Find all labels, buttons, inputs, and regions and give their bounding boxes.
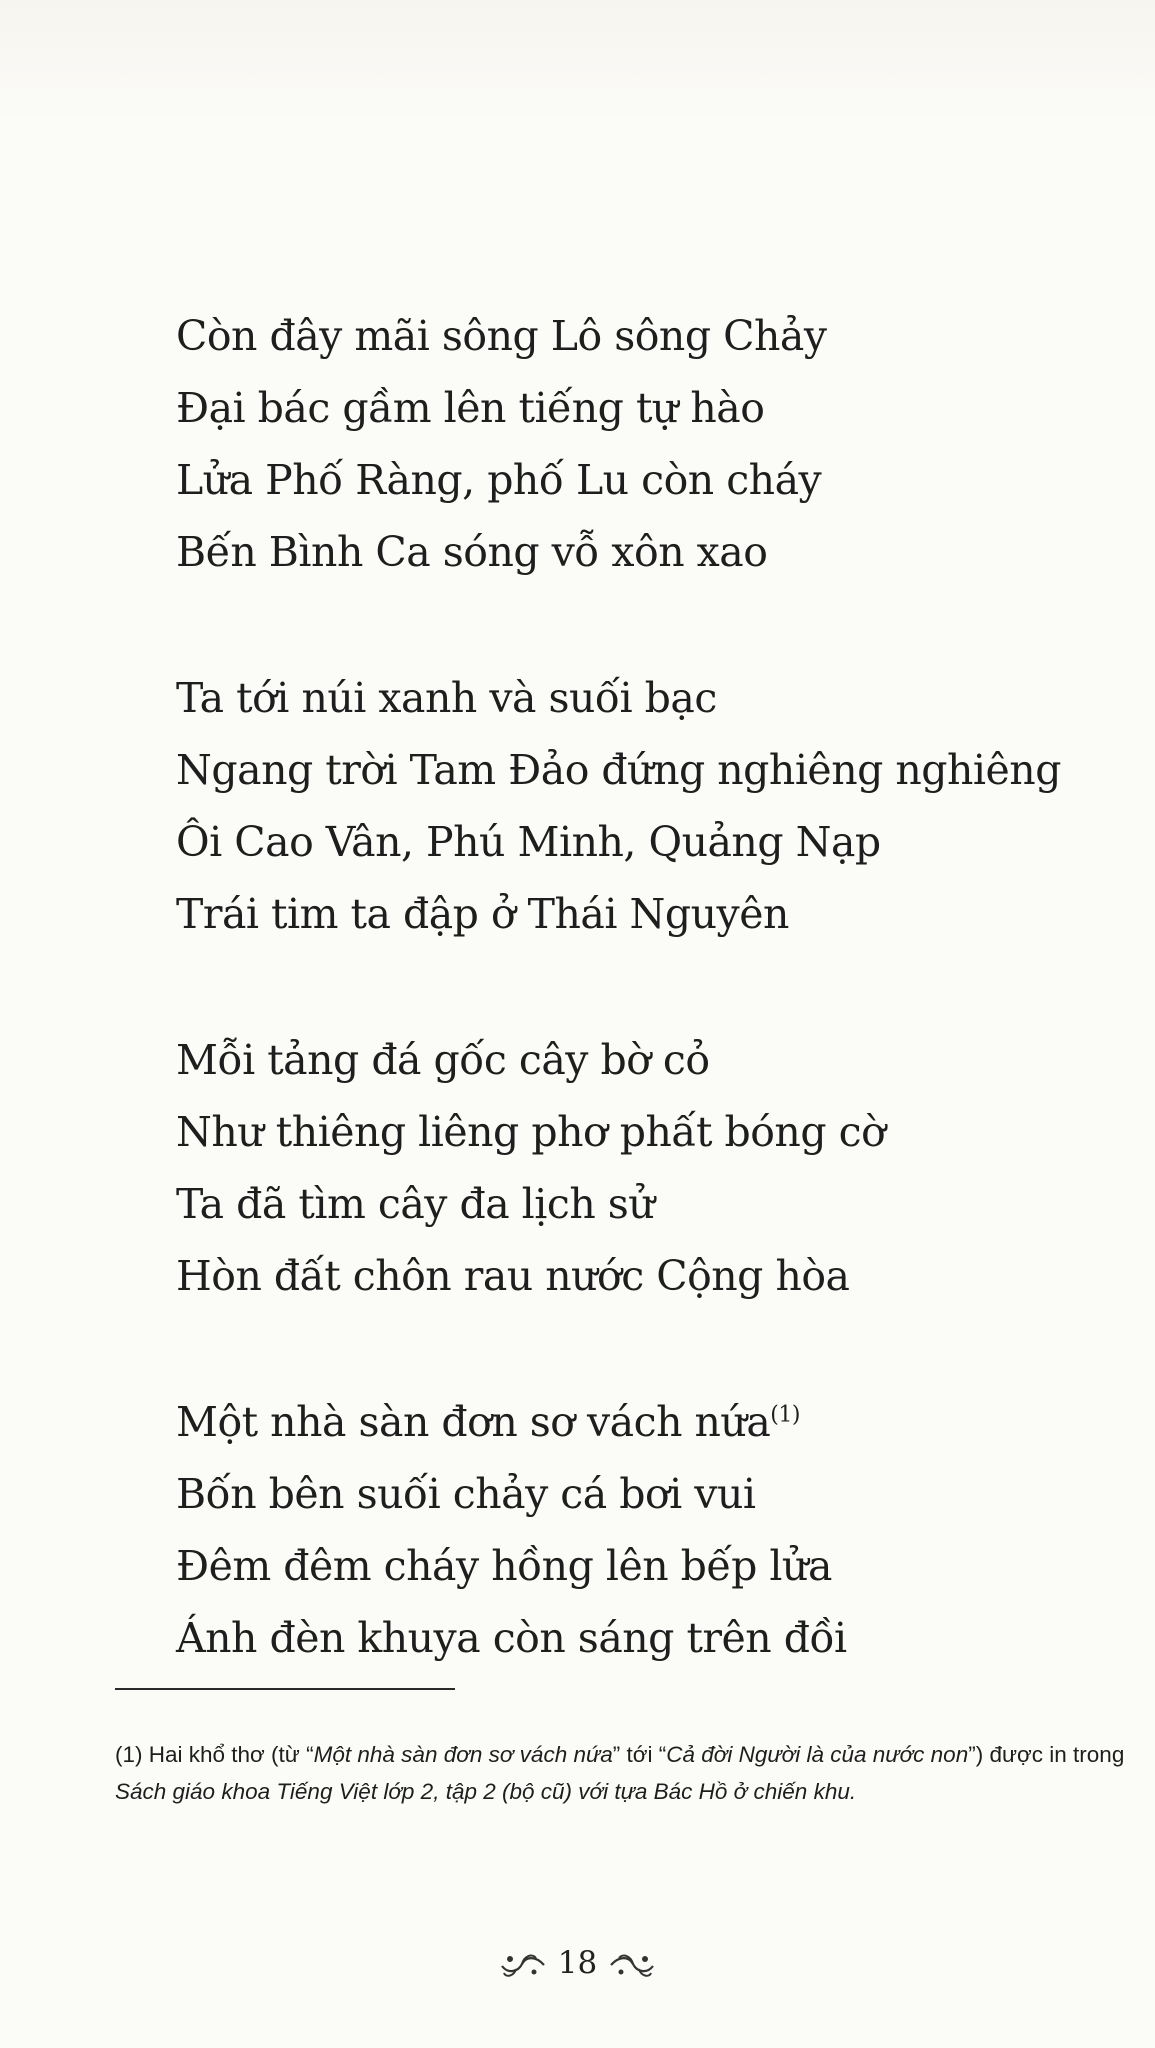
- stanza-2: [176, 662, 1076, 950]
- footnote-divider: [115, 1688, 455, 1690]
- poem-line: Ta đã tìm cây đa lịch sử: [176, 1180, 655, 1228]
- footnote-text: ” tới “: [612, 1742, 667, 1767]
- poem: [176, 300, 1076, 1748]
- poem-line: Bốn bên suối chảy cá bơi vui: [176, 1470, 756, 1518]
- poem-line: Đêm đêm cháy hồng lên bếp lửa: [176, 1542, 832, 1590]
- footnote-italic: Một nhà sàn đơn sơ vách nứa: [313, 1742, 613, 1767]
- stanza-3: [176, 1024, 1076, 1312]
- poem-line: Ôi Cao Vân, Phú Minh, Quảng Nạp: [176, 818, 881, 866]
- poem-line: Hòn đất chôn rau nước Cộng hòa: [176, 1252, 850, 1300]
- poem-line: Như thiêng liêng phơ phất bóng cờ: [176, 1108, 886, 1156]
- footnote-number: (1): [115, 1742, 143, 1767]
- poem-line: Lửa Phố Ràng, phố Lu còn cháy: [176, 456, 822, 504]
- footnote-italic: Sách giáo khoa Tiếng Việt lớp 2, tập 2 (bộ cũ) với tựa Bác Hồ ở chiến khu.: [115, 1779, 857, 1804]
- poem-line: Trái tim ta đập ở Thái Nguyên: [176, 890, 789, 938]
- poem-line: Ánh đèn khuya còn sáng trên đồi: [176, 1614, 847, 1662]
- footnote-text: ”) được in trong: [968, 1742, 1125, 1767]
- poem-line: Mỗi tảng đá gốc cây bờ cỏ: [176, 1036, 710, 1084]
- footnote-text: Hai khổ thơ (từ “: [142, 1742, 314, 1767]
- poem-line: Còn đây mãi sông Lô sông Chảy: [176, 312, 827, 360]
- poem-line: Bến Bình Ca sóng vỗ xôn xao: [176, 528, 768, 576]
- footnote-marker[interactable]: (1): [770, 1402, 800, 1428]
- floral-ornament-icon: [498, 1950, 548, 1980]
- page-number-block: [0, 1945, 1155, 1981]
- stanza-4: [176, 1386, 1076, 1674]
- poem-line: Đại bác gầm lên tiếng tự hào: [176, 384, 765, 432]
- stanza-1: [176, 300, 1076, 588]
- page-number: 18: [557, 1945, 598, 1981]
- poem-line: [176, 1386, 1076, 1458]
- footnote-italic: Cả đời Người là của nước non: [666, 1742, 969, 1767]
- poem-line: Ngang trời Tam Đảo đứng nghiêng nghiêng: [176, 746, 1061, 794]
- poem-line-text: Một nhà sàn đơn sơ vách nứa: [176, 1398, 771, 1446]
- floral-ornament-icon: [607, 1950, 657, 1980]
- footnote: [115, 1736, 1125, 1810]
- poem-line: Ta tới núi xanh và suối bạc: [176, 674, 717, 722]
